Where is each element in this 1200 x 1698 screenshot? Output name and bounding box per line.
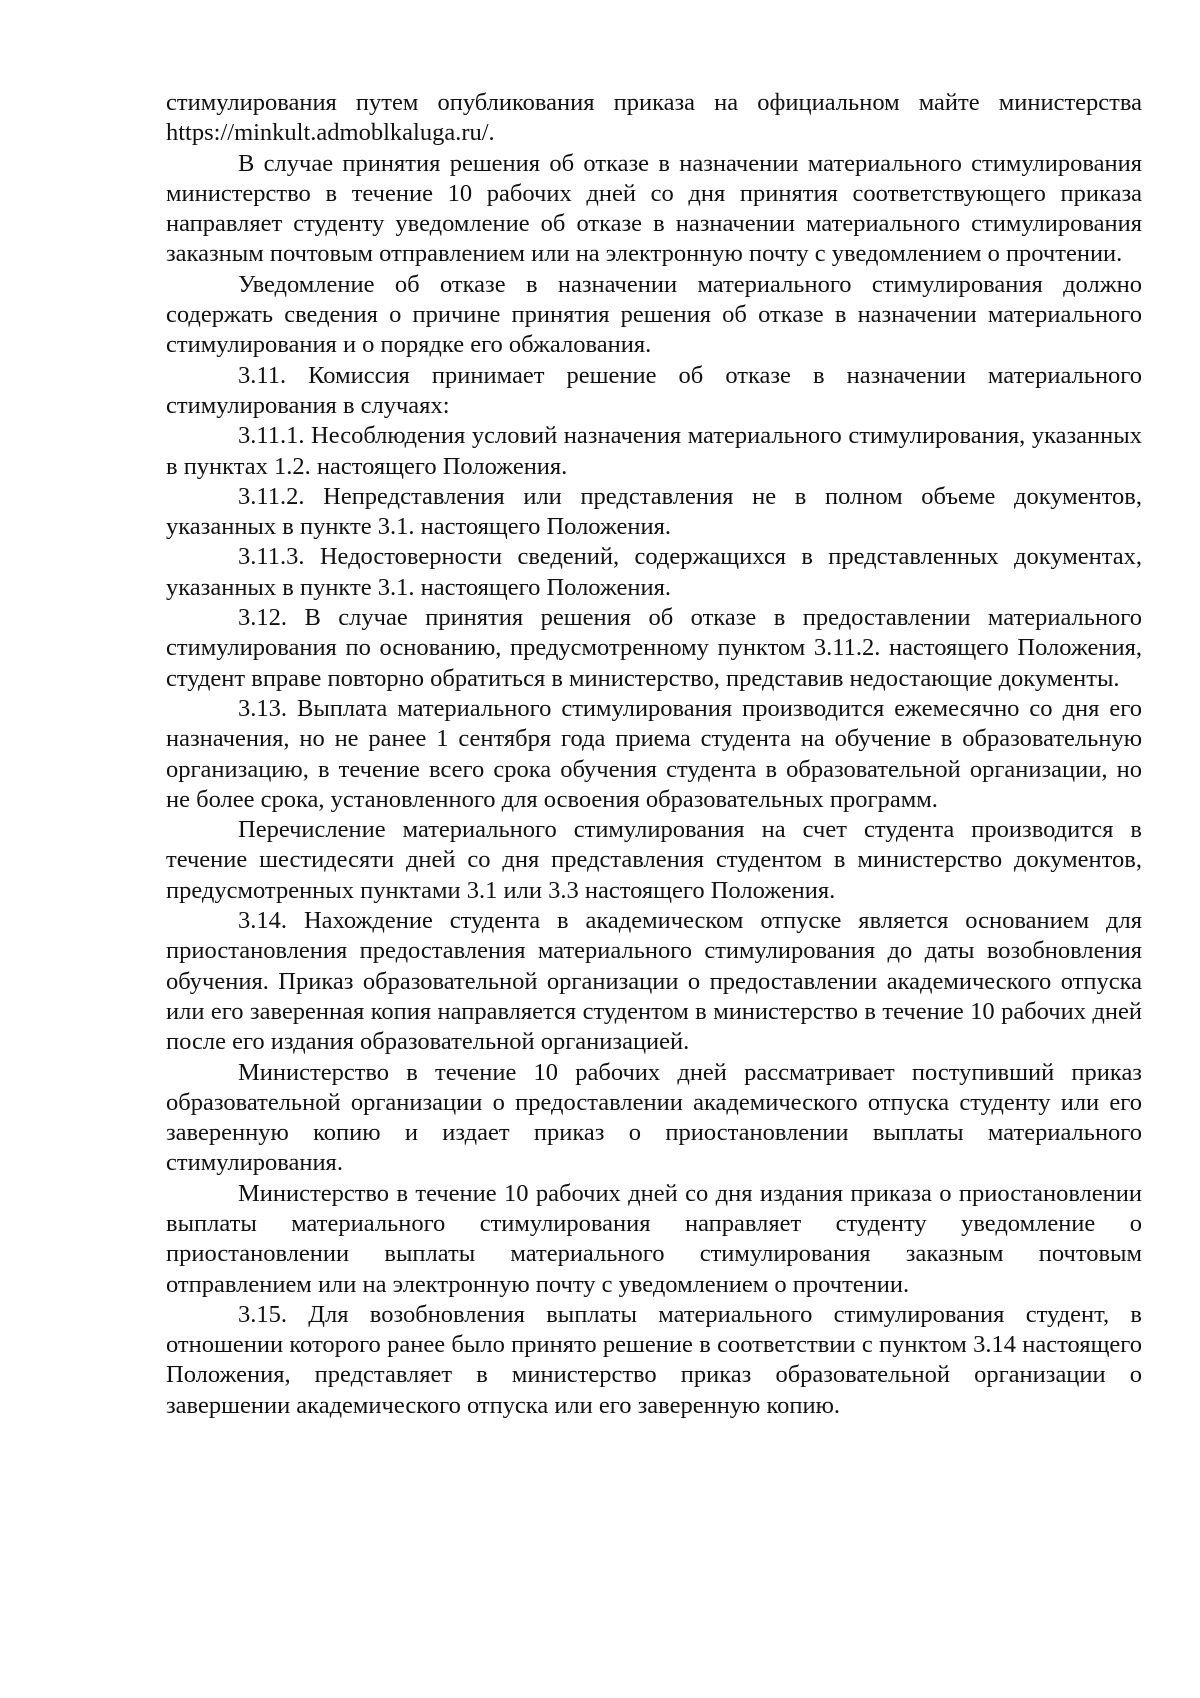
paragraph-transfer: Перечисление материального стимулирования на счет студента производится в течение шестидесяти дней со дня представления студентом в министерство документов, предусмотренных пунктами 3.1 или 3.3 настоящего Положения. [166,816,1142,904]
paragraph-3-11: 3.11. Комиссия принимает решение об отказе в назначении материального стимулирования в случаях: [166,361,1142,419]
paragraph-3-11-3: 3.11.3. Недостоверности сведений, содержащихся в представленных документах, указанных в пункте 3.1. настоящего Положения. [166,543,1142,601]
paragraph-3-11-1: 3.11.1. Несоблюдения условий назначения материального стимулирования, указанных в пунктах 1.2. настоящего Положения. [166,422,1142,480]
paragraph-3-13: 3.13. Выплата материального стимулирования производится ежемесячно со дня его назначения, но не ранее 1 сентября года приема студента на обучение в образовательную организацию, в течение всего срока обучения студента в образовательной организации, но не более срока, установленного для освоения образовательных программ. [166,694,1142,813]
paragraph-refusal-notice: В случае принятия решения об отказе в назначении материального стимулирования министерство в течение 10 рабочих дней со дня принятия соответствующего приказа направляет студенту уведомление об отказе в назначении материального стимулирования заказным почтовым отправлением или на электронную почту с уведомлением о прочтении. [166,149,1142,268]
paragraph-continuation: стимулирования путем опубликования приказа на официальном майте министерства https://minkult.admoblkaluga.ru/. [166,89,1142,147]
paragraph-3-14: 3.14. Нахождение студента в академическом отпуске является основанием для приостановления предоставления материального стимулирования до даты возобновления обучения. Приказ образовательной организации о предоставлении академического отпуска или его заверенная копия направляется студентом в министерство в течение 10 рабочих дней после его издания образовательной организацией. [166,907,1142,1056]
paragraph-3-15: 3.15. Для возобновления выплаты материального стимулирования студент, в отношении которого ранее было принято решение в соответствии с пунктом 3.14 настоящего Положения, представляет в министерство приказ образовательной организации о завершении академического отпуска или его заверенную копию. [166,1300,1142,1419]
document-body [166,88,1142,1421]
paragraph-ministry-notice: Министерство в течение 10 рабочих дней со дня издания приказа о приостановлении выплаты материального стимулирования направляет студенту уведомление о приостановлении выплаты материального стимулирования заказным почтовым отправлением или на электронную почту с уведомлением о прочтении. [166,1179,1142,1298]
paragraph-3-12: 3.12. В случае принятия решения об отказе в предоставлении материального стимулирования по основанию, предусмотренному пунктом 3.11.2. настоящего Положения, студент вправе повторно обратиться в министерство, представив недостающие документы. [166,604,1142,692]
paragraph-ministry-review: Министерство в течение 10 рабочих дней рассматривает поступивший приказ образовательной организации о предоставлении академического отпуска студенту или его заверенную копию и издает приказ о приостановлении выплаты материального стимулирования. [166,1058,1142,1177]
paragraph-refusal-content: Уведомление об отказе в назначении материального стимулирования должно содержать сведения о причине принятия решения об отказе в назначении материального стимулирования и о порядке его обжалования. [166,270,1142,359]
paragraph-3-11-2: 3.11.2. Непредставления или представления не в полном объеме документов, указанных в пункте 3.1. настоящего Положения. [166,482,1142,541]
